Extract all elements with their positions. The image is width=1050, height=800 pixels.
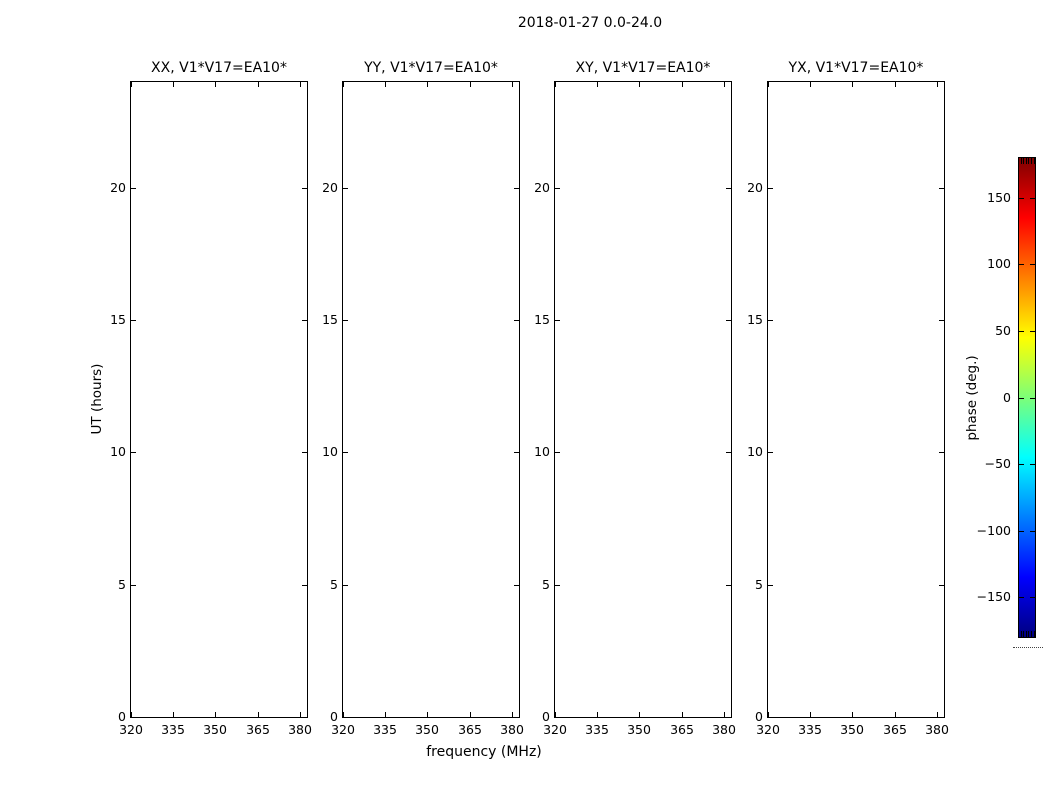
y-tick-label: 15	[110, 312, 126, 327]
colorbar-tick-mark	[1019, 464, 1024, 465]
x-tick-mark	[810, 82, 811, 87]
y-tick-mark	[555, 452, 560, 453]
y-tick-mark	[555, 320, 560, 321]
colorbar-end-minor-tick	[1034, 631, 1035, 637]
y-tick-mark	[131, 717, 136, 718]
x-tick-mark	[427, 82, 428, 87]
colorbar-tick-mark	[1019, 597, 1024, 598]
plot-area-yx	[747, 81, 949, 737]
y-tick-mark	[768, 188, 773, 189]
x-tick-mark	[724, 82, 725, 87]
colorbar-tick-mark	[1019, 398, 1024, 399]
x-tick-label: 350	[627, 722, 651, 737]
colorbar-label: phase (deg.)	[964, 355, 980, 441]
colorbar-end-minor-tick	[1031, 158, 1032, 164]
y-tick-label: 0	[542, 709, 550, 724]
y-tick-mark	[302, 585, 307, 586]
colorbar-tick-label: 50	[995, 323, 1011, 338]
colorbar-end-minor-tick	[1028, 631, 1029, 637]
colorbar-end-minor-tick	[1021, 631, 1022, 637]
x-tick-label: 365	[246, 722, 270, 737]
plot-area-yy	[322, 81, 524, 737]
y-tick-label: 5	[542, 577, 550, 592]
y-tick-mark	[768, 320, 773, 321]
x-tick-mark	[258, 82, 259, 87]
colorbar-tick-mark	[1030, 531, 1035, 532]
x-tick-label: 320	[119, 722, 143, 737]
x-axis-label: frequency (MHz)	[426, 744, 542, 760]
y-tick-mark	[514, 717, 519, 718]
y-tick-mark	[343, 320, 348, 321]
x-tick-mark	[343, 82, 344, 87]
x-tick-mark	[768, 82, 769, 87]
colorbar-end-minor-tick	[1026, 631, 1027, 637]
y-tick-mark	[726, 585, 731, 586]
x-tick-label: 380	[500, 722, 524, 737]
y-tick-mark	[131, 320, 136, 321]
colorbar-tick-label: 100	[987, 256, 1011, 271]
y-tick-label: 15	[747, 312, 763, 327]
panel-xy	[534, 60, 736, 737]
y-tick-mark	[726, 717, 731, 718]
y-tick-label: 20	[747, 180, 763, 195]
y-tick-label: 10	[110, 444, 126, 459]
x-tick-mark	[173, 82, 174, 87]
y-tick-mark	[939, 320, 944, 321]
colorbar-tick-label: −100	[976, 523, 1011, 538]
y-tick-mark	[302, 717, 307, 718]
x-tick-mark	[512, 712, 513, 717]
colorbar-bottom-dotted-line	[1013, 647, 1043, 648]
x-tick-label: 335	[585, 722, 609, 737]
colorbar-tick-mark	[1030, 597, 1035, 598]
colorbar-end-minor-tick	[1026, 158, 1027, 164]
x-tick-mark	[385, 712, 386, 717]
y-tick-mark	[939, 188, 944, 189]
y-tick-mark	[131, 188, 136, 189]
x-tick-mark	[895, 82, 896, 87]
x-tick-label: 350	[415, 722, 439, 737]
x-tick-label: 380	[925, 722, 949, 737]
y-tick-mark	[555, 585, 560, 586]
x-tick-mark	[215, 82, 216, 87]
x-tick-mark	[852, 82, 853, 87]
y-tick-mark	[343, 452, 348, 453]
colorbar	[976, 157, 1036, 638]
x-tick-mark	[937, 82, 938, 87]
x-tick-mark	[597, 82, 598, 87]
colorbar-tick-label: 0	[1003, 390, 1011, 405]
x-tick-mark	[555, 82, 556, 87]
y-tick-mark	[343, 188, 348, 189]
x-tick-label: 320	[543, 722, 567, 737]
x-tick-mark	[895, 712, 896, 717]
y-tick-label: 10	[747, 444, 763, 459]
x-tick-label: 365	[883, 722, 907, 737]
panel-title-yy: YY, V1*V17=EA10*	[364, 60, 498, 76]
y-tick-mark	[555, 188, 560, 189]
x-tick-mark	[639, 712, 640, 717]
panel-yx	[747, 60, 949, 737]
y-tick-label: 10	[322, 444, 338, 459]
plot-area-xy	[534, 81, 736, 737]
x-tick-mark	[300, 712, 301, 717]
y-tick-mark	[768, 585, 773, 586]
y-tick-label: 15	[322, 312, 338, 327]
x-tick-label: 365	[458, 722, 482, 737]
plot-area-xx	[110, 81, 312, 737]
colorbar-end-minor-tick	[1023, 631, 1024, 637]
y-tick-mark	[768, 452, 773, 453]
y-tick-mark	[555, 717, 560, 718]
y-tick-label: 5	[330, 577, 338, 592]
y-tick-label: 15	[534, 312, 550, 327]
panel-yy	[322, 60, 524, 737]
y-tick-mark	[302, 188, 307, 189]
x-tick-label: 335	[161, 722, 185, 737]
y-tick-mark	[939, 717, 944, 718]
colorbar-end-minor-tick	[1028, 158, 1029, 164]
x-tick-label: 320	[756, 722, 780, 737]
panel-title-xy: XY, V1*V17=EA10*	[575, 60, 711, 76]
colorbar-tick-label: 150	[987, 190, 1011, 205]
y-tick-mark	[726, 452, 731, 453]
x-tick-label: 380	[288, 722, 312, 737]
x-tick-label: 335	[373, 722, 397, 737]
x-tick-mark	[173, 712, 174, 717]
x-tick-mark	[300, 82, 301, 87]
y-tick-label: 0	[755, 709, 763, 724]
colorbar-tick-mark	[1030, 331, 1035, 332]
y-tick-label: 20	[534, 180, 550, 195]
colorbar-tick-label: −150	[976, 589, 1011, 604]
y-tick-label: 20	[110, 180, 126, 195]
x-tick-mark	[258, 712, 259, 717]
colorbar-tick-mark	[1019, 264, 1024, 265]
x-tick-mark	[215, 712, 216, 717]
colorbar-end-minor-tick	[1034, 158, 1035, 164]
x-tick-mark	[385, 82, 386, 87]
x-tick-mark	[470, 712, 471, 717]
y-tick-mark	[768, 717, 773, 718]
x-tick-label: 365	[670, 722, 694, 737]
x-tick-mark	[852, 712, 853, 717]
colorbar-tick-mark	[1030, 464, 1035, 465]
y-tick-label: 0	[118, 709, 126, 724]
x-tick-mark	[512, 82, 513, 87]
y-tick-mark	[939, 452, 944, 453]
x-tick-mark	[810, 712, 811, 717]
y-tick-label: 0	[330, 709, 338, 724]
x-tick-mark	[682, 82, 683, 87]
x-tick-mark	[724, 712, 725, 717]
y-tick-mark	[302, 320, 307, 321]
x-tick-label: 335	[798, 722, 822, 737]
colorbar-tick-label: −50	[984, 456, 1011, 471]
y-tick-label: 20	[322, 180, 338, 195]
y-tick-mark	[514, 452, 519, 453]
colorbar-end-minor-tick	[1031, 631, 1032, 637]
x-tick-mark	[131, 82, 132, 87]
x-tick-label: 350	[840, 722, 864, 737]
y-tick-mark	[302, 452, 307, 453]
colorbar-end-minor-tick	[1021, 158, 1022, 164]
y-tick-label: 10	[534, 444, 550, 459]
x-tick-mark	[937, 712, 938, 717]
colorbar-tick-mark	[1030, 198, 1035, 199]
panel-title-xx: XX, V1*V17=EA10*	[151, 60, 287, 76]
colorbar-tick-mark	[1030, 264, 1035, 265]
figure-title: 2018-01-27 0.0-24.0	[517, 15, 663, 31]
x-tick-mark	[682, 712, 683, 717]
x-tick-label: 380	[712, 722, 736, 737]
x-tick-mark	[639, 82, 640, 87]
y-tick-label: 5	[755, 577, 763, 592]
y-tick-mark	[726, 320, 731, 321]
colorbar-tick-mark	[1019, 198, 1024, 199]
y-tick-mark	[726, 188, 731, 189]
x-tick-mark	[427, 712, 428, 717]
colorbar-end-minor-tick	[1023, 158, 1024, 164]
colorbar-tick-mark	[1030, 398, 1035, 399]
colorbar-tick-mark	[1019, 331, 1024, 332]
y-tick-mark	[131, 452, 136, 453]
y-tick-mark	[514, 320, 519, 321]
x-tick-mark	[597, 712, 598, 717]
colorbar-tick-mark	[1019, 531, 1024, 532]
panel-title-yx: YX, V1*V17=EA10*	[788, 60, 924, 76]
y-tick-mark	[131, 585, 136, 586]
y-tick-mark	[939, 585, 944, 586]
x-tick-mark	[470, 82, 471, 87]
y-tick-mark	[514, 585, 519, 586]
panel-xx	[110, 60, 312, 737]
y-tick-mark	[343, 717, 348, 718]
x-tick-label: 320	[331, 722, 355, 737]
y-tick-label: 5	[118, 577, 126, 592]
y-tick-mark	[343, 585, 348, 586]
y-axis-label: UT (hours)	[89, 363, 105, 435]
y-tick-mark	[514, 188, 519, 189]
x-tick-label: 350	[203, 722, 227, 737]
